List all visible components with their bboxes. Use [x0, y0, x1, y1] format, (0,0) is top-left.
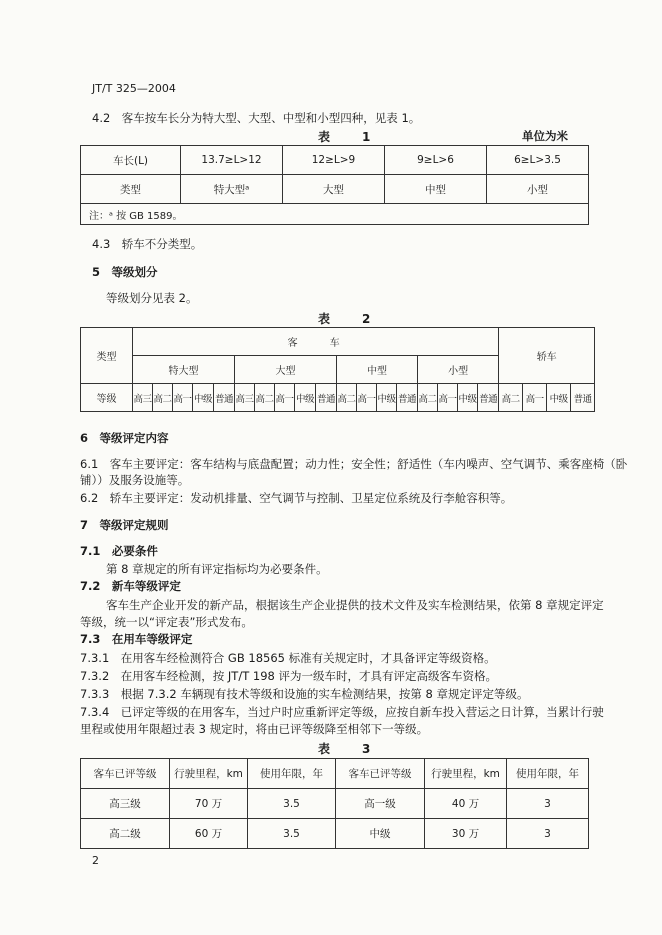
table-cell: 高二 — [499, 384, 523, 412]
table-cell: 普通 — [316, 384, 337, 412]
table-cell: 40 万 — [425, 789, 507, 819]
table-cell: 高二 — [153, 384, 173, 412]
section-5-text: 等级划分见表 2。 — [106, 291, 198, 305]
table-3 — [80, 758, 589, 849]
table-cell: 普通 — [571, 384, 595, 412]
table1-caption: 表 1 — [318, 130, 381, 144]
table-cell: 3 — [507, 789, 589, 819]
table-cell: 高一 — [523, 384, 547, 412]
table-cell: 高三 — [133, 384, 153, 412]
table-cell: 中级 — [336, 819, 425, 849]
table-cell: 高二 — [337, 384, 357, 412]
table-row — [81, 204, 589, 225]
table2-caption: 表 2 — [318, 312, 381, 326]
table-cell: 6≥L>3.5 — [487, 146, 589, 175]
table-cell: 9≥L>6 — [385, 146, 487, 175]
table-cell: 12≥L>9 — [283, 146, 385, 175]
section-7-2-heading: 7.2 新车等级评定 — [80, 579, 181, 593]
section-5-heading: 5 等级划分 — [92, 265, 158, 279]
table-cell: 小型 — [418, 356, 499, 384]
table-cell: 高一 — [357, 384, 377, 412]
table-cell: 中级 — [377, 384, 397, 412]
table-row — [81, 328, 595, 356]
section-7-2-line1: 客车生产企业开发的新产品，根据该生产企业提供的技术文件及实车检测结果，依第 8 章规定评定 — [106, 598, 604, 612]
table-cell: 特大型 — [133, 356, 235, 384]
section-7-2-line2: 等级，统一以“评定表”形式发布。 — [80, 615, 253, 629]
table-row — [81, 175, 589, 204]
section-7-1-heading: 7.1 必要条件 — [80, 544, 158, 558]
table-cell: 行驶里程，km — [170, 759, 248, 789]
table-cell: 高一级 — [336, 789, 425, 819]
table-cell: 高二 — [255, 384, 275, 412]
table-cell: 中级 — [295, 384, 316, 412]
section-7-3-4-line1: 7.3.4 已评定等级的在用客车，当过户时应重新评定等级，应按自新车投入营运之日计算，当累计行驶 — [80, 705, 604, 719]
table2-car-header: 轿车 — [499, 328, 595, 384]
section-7-heading: 7 等级评定规则 — [80, 518, 169, 532]
section-6-1-line2: 铺））及服务设施等。 — [80, 473, 190, 487]
table2-bus-header: 客 车 — [133, 328, 499, 356]
section-7-3-3: 7.3.3 根据 7.3.2 车辆现有技术等级和设施的实车检测结果，按第 8 章规定评定等级。 — [80, 687, 529, 701]
table-cell: 60 万 — [170, 819, 248, 849]
table-cell: 3.5 — [248, 819, 336, 849]
table-cell: 3 — [507, 819, 589, 849]
table-cell: 13.7≥L>12 — [181, 146, 283, 175]
section-6-heading: 6 等级评定内容 — [80, 431, 169, 445]
table-cell: 30 万 — [425, 819, 507, 849]
table-cell: 普通 — [214, 384, 235, 412]
table-cell: 高一 — [173, 384, 193, 412]
table-cell: 高二 — [418, 384, 438, 412]
table1-unit: 单位为米 — [522, 129, 568, 143]
section-7-1-text: 第 8 章规定的所有评定指标均为必要条件。 — [106, 562, 328, 576]
table-cell: 中级 — [547, 384, 571, 412]
table-row — [81, 819, 589, 849]
table-row — [81, 146, 589, 175]
table-cell: 大型 — [283, 175, 385, 204]
table-cell: 高二级 — [81, 819, 170, 849]
table-cell: 高三级 — [81, 789, 170, 819]
table2-grade-label: 等级 — [81, 384, 133, 412]
table-1 — [80, 145, 589, 225]
table-cell: 中级 — [458, 384, 478, 412]
page-number: 2 — [92, 854, 99, 867]
table-2 — [80, 327, 595, 412]
table3-caption: 表 3 — [318, 742, 381, 756]
section-6-2: 6.2 轿车主要评定：发动机排量、空气调节与控制、卫星定位系统及行李舱容积等。 — [80, 491, 513, 505]
table-cell: 客车已评等级 — [81, 759, 170, 789]
section-7-3-heading: 7.3 在用车等级评定 — [80, 632, 193, 646]
section-7-3-2: 7.3.2 在用客车经检测，按 JT/T 198 评为一级车时，才具有评定高级客车资格。 — [80, 669, 497, 683]
section-7-3-1: 7.3.1 在用客车经检测符合 GB 18565 标准有关规定时，才具备评定等级资格。 — [80, 651, 496, 665]
table-cell: 车长(L) — [81, 146, 181, 175]
table-cell: 使用年限，年 — [248, 759, 336, 789]
table-cell: 大型 — [235, 356, 337, 384]
section-4-3: 4.3 轿车不分类型。 — [92, 237, 203, 251]
table-cell: 高三 — [235, 384, 255, 412]
table-cell: 3.5 — [248, 789, 336, 819]
table-cell: 高一 — [275, 384, 295, 412]
table-cell: 客车已评等级 — [336, 759, 425, 789]
table-cell: 高一 — [438, 384, 458, 412]
table2-type-header: 类型 — [81, 328, 133, 384]
table-cell: 行驶里程，km — [425, 759, 507, 789]
section-7-3-4-line2: 里程或使用年限超过表 3 规定时，将由已评等级降至相邻下一等级。 — [80, 722, 429, 736]
table-row — [81, 789, 589, 819]
table-cell: 普通 — [478, 384, 499, 412]
table-cell: 类型 — [81, 175, 181, 204]
table-cell: 中级 — [193, 384, 214, 412]
table1-note: 注：ᵃ 按 GB 1589。 — [81, 204, 589, 225]
table-cell: 使用年限，年 — [507, 759, 589, 789]
section-6-1-line1: 6.1 客车主要评定：客车结构与底盘配置；动力性；安全性；舒适性（车内噪声、空气调节、乘客座椅（卧 — [80, 457, 628, 471]
table-cell: 特大型ᵃ — [181, 175, 283, 204]
table-cell: 70 万 — [170, 789, 248, 819]
table-cell: 中型 — [385, 175, 487, 204]
table-cell: 小型 — [487, 175, 589, 204]
table-row — [81, 759, 589, 789]
standard-code-header: JT/T 325—2004 — [92, 82, 176, 95]
table-row — [81, 384, 595, 412]
table-cell: 中型 — [337, 356, 418, 384]
section-4-2: 4.2 客车按车长分为特大型、大型、中型和小型四种，见表 1。 — [92, 111, 421, 125]
table-cell: 普通 — [397, 384, 418, 412]
